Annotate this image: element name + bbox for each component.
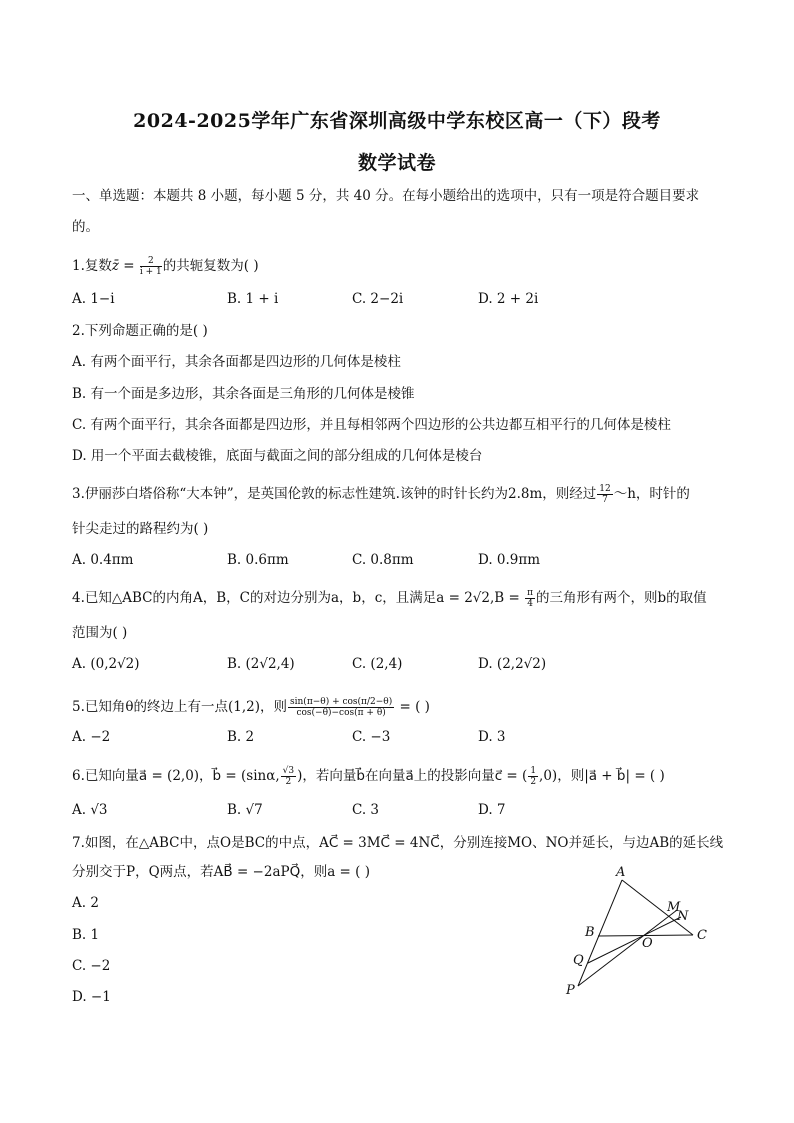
- q4-option-d: D. (2,2√2): [478, 656, 547, 672]
- q1-option-b: B. 1 + i: [227, 291, 279, 307]
- q2-option-a: A. 有两个面平行，其余各面都是四边形的几何体是棱柱: [72, 354, 401, 370]
- figure-label: P: [566, 983, 575, 998]
- q6-option-a: A. √3: [72, 802, 108, 818]
- figure-label: Q: [573, 953, 584, 968]
- q7-option-d: D. −1: [72, 989, 111, 1005]
- q2-option-b: B. 有一个面是多边形，其余各面是三角形的几何体是棱锥: [72, 386, 415, 402]
- q3-option-a: A. 0.4πm: [72, 552, 134, 568]
- fraction: $\frac{2}{i + 1}$: [139, 256, 162, 277]
- question-6-stem: 6.已知向量a⃗ = (2,0)，b⃗ = (sinα, $\frac{√3}{2}$ )，若向量b⃗在向量a⃗上的投影向量c⃗ = ( $\frac{1}{2}$ ,0)，则|a⃗ + b⃗| = ( ): [72, 766, 665, 787]
- figure-label: N: [677, 909, 689, 924]
- figure-label: O: [642, 936, 653, 951]
- figure-label: B: [585, 925, 595, 940]
- q5-option-a: A. −2: [72, 729, 111, 745]
- exam-subtitle: 数学试卷: [357, 152, 436, 174]
- q1-option-c: C. 2−2i: [352, 291, 404, 307]
- q3-option-c: C. 0.8πm: [352, 552, 414, 568]
- q7-option-c: C. −2: [72, 958, 111, 974]
- exam-title: 2024-2025学年广东省深圳高级中学东校区高一（下）段考: [133, 110, 661, 132]
- question-3-stem-line1: 3.伊丽莎白塔俗称“大本钟”，是英国伦敦的标志性建筑.该钟的时针长约为2.8m，则经过 $\frac{12}{7}$ ～h，时针的: [72, 484, 690, 505]
- figure-label: A: [616, 865, 626, 880]
- q2-option-c: C. 有两个面平行，其余各面都是四边形，并且每相邻两个四边形的公共边都互相平行的几何体是棱柱: [72, 417, 671, 433]
- q4-option-b: B. (2√2,4): [227, 656, 295, 672]
- figure-label: C: [697, 928, 707, 943]
- fraction: $\frac{12}{7}$: [599, 484, 611, 505]
- fraction: $\frac{\pi}{4}$: [527, 588, 534, 609]
- segment-nq: [588, 917, 681, 963]
- q2-option-d: D. 用一个平面去截棱锥，底面与截面之间的部分组成的几何体是棱台: [72, 448, 483, 464]
- figure-label: M: [667, 900, 681, 915]
- q6-option-d: D. 7: [478, 802, 506, 818]
- fraction: $\frac{√3}{2}$: [282, 766, 295, 787]
- q3-option-b: B. 0.6πm: [227, 552, 289, 568]
- q5-option-c: C. −3: [352, 729, 391, 745]
- fraction: $\frac{1}{2}$: [530, 766, 537, 787]
- question-4-stem-line2: 范围为( ): [72, 625, 128, 641]
- q6-option-c: C. 3: [352, 802, 380, 818]
- section-instructions-line2: 的。: [72, 219, 99, 235]
- question-5-stem: 5.已知角θ的终边上有一点(1,2)，则 $\frac{\sin(\pi-\theta) + \cos(\pi/2-\theta)}{\cos(-\theta)-\cos(\pi + \theta)}$ = ( ): [72, 697, 430, 718]
- question-1-stem: 1.复数z̄ = $\frac{2}{i + 1}$ 的共轭复数为( ): [72, 256, 259, 277]
- segment-ac: [622, 880, 693, 935]
- section-instructions-line1: 一、单选题：本题共 8 小题，每小题 5 分，共 40 分。在每小题给出的选项中，只有一项是符合题目要求: [72, 188, 700, 204]
- triangle-figure: [550, 860, 720, 1005]
- q4-option-a: A. (0,2√2): [72, 656, 140, 672]
- question-2-stem: 2.下列命题正确的是( ): [72, 323, 208, 339]
- segment-mp: [578, 910, 677, 986]
- question-4-stem-line1: 4.已知△ABC的内角A，B，C的对边分别为a，b，c，且满足a = 2√2,B = $\frac{\pi}{4}$ 的三角形有两个，则b的取值: [72, 588, 707, 609]
- question-7-stem-line2: 分别交于P，Q两点，若AB⃗ = −2aPQ⃗，则a = ( ): [72, 864, 370, 880]
- q4-option-c: C. (2,4): [352, 656, 403, 672]
- q7-option-a: A. 2: [72, 895, 99, 911]
- q1-option-a: A. 1−i: [72, 291, 115, 307]
- q7-option-b: B. 1: [72, 927, 100, 943]
- q1-option-d: D. 2 + 2i: [478, 291, 539, 307]
- question-7-stem-line1: 7.如图，在△ABC中，点O是BC的中点，AC⃗ = 3MC⃗ = 4NC⃗，分别连接MO、NO并延长，与边AB的延长线: [72, 835, 724, 851]
- fraction: $\frac{\sin(\pi-\theta) + \cos(\pi/2-\theta)}{\cos(-\theta)-\cos(\pi + \theta)}$: [290, 697, 393, 718]
- q6-option-b: B. √7: [227, 802, 263, 818]
- q3-option-d: D. 0.9πm: [478, 552, 541, 568]
- q5-option-b: B. 2: [227, 729, 255, 745]
- question-3-stem-line2: 针尖走过的路程约为( ): [72, 521, 209, 537]
- q5-option-d: D. 3: [478, 729, 506, 745]
